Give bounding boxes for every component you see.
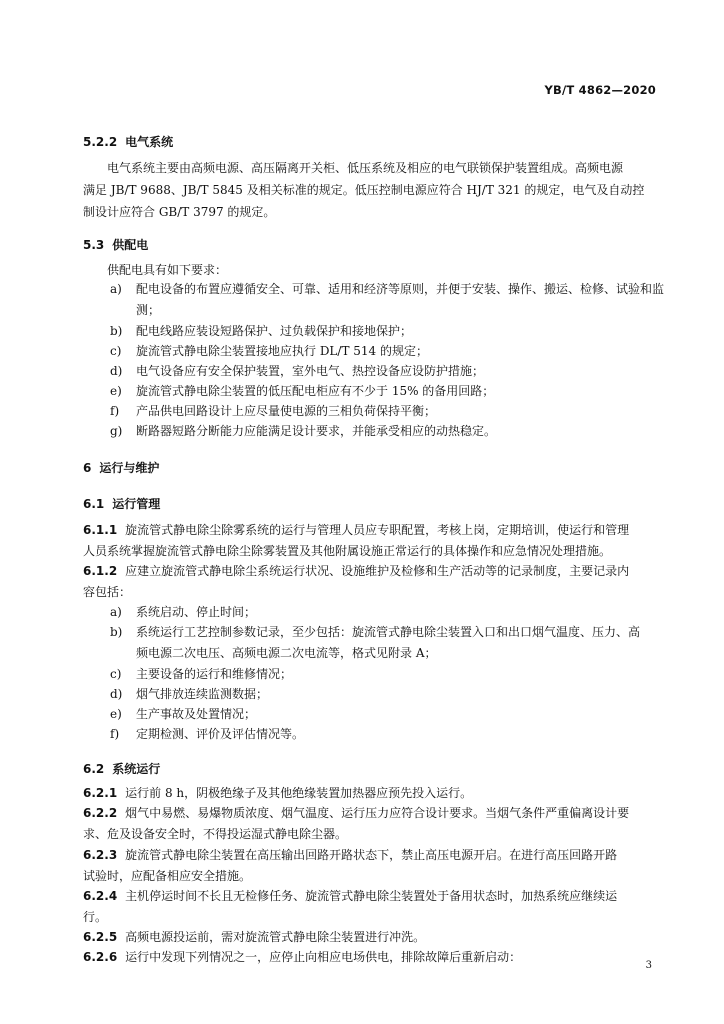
list-label: g): [110, 424, 123, 438]
list-label: c): [110, 667, 122, 681]
heading-6-2: [83, 760, 160, 777]
paragraph-6-2-5: [83, 927, 425, 947]
list-item-text: 配电线路应装设短路保护、过负载保护和接地保护；: [136, 324, 413, 338]
section-number: 5.2.2: [83, 135, 118, 149]
clause-number: 6.2.1: [83, 786, 118, 800]
paragraph-line: 求、危及设备安全时，不得投运湿式静电除尘器。: [83, 827, 348, 841]
list-item-text: 系统启动、停止时间；: [136, 605, 257, 619]
paragraph-line: 旋流管式静电除尘除雾系统的运行与管理人员应专职配置，考核上岗，定期培训，使运行和管理: [125, 523, 630, 537]
section-title: 运行管理: [112, 497, 161, 511]
paragraph-line: 电气系统主要由高频电源、高压隔离开关柜、低压系统及相应的电气联锁保护装置组成。高频电源: [107, 161, 624, 175]
paragraph-line: 容包括：: [83, 585, 132, 599]
paragraph-line: 主机停运时间不长且无检修任务、旋流管式静电除尘装置处于备用状态时，加热系统应继续运: [125, 889, 618, 903]
list-label: d): [110, 687, 123, 701]
section-number: 6: [83, 461, 92, 475]
clause-number: 6.1.1: [83, 523, 118, 537]
list-item-text: 电气设备应有安全保护装置，室外电气、热控设备应设防护措施；: [136, 364, 485, 378]
clause-number: 6.1.2: [83, 564, 118, 578]
list-item-text: 产品供电回路设计上应尽量使电源的三相负荷保持平衡；: [136, 404, 437, 418]
paragraph-6-2-3: [83, 845, 617, 865]
paragraph-line: 供配电具有如下要求：: [107, 263, 228, 277]
paragraph-line: 运行前 8 h，阴极绝缘子及其他绝缘装置加热器应预先投入运行。: [125, 786, 473, 800]
list-label: b): [110, 324, 123, 338]
list-label: f): [110, 727, 120, 741]
list-item-text: 定期检测、评价及评估情况等。: [136, 727, 305, 741]
clause-number: 6.2.4: [83, 889, 118, 903]
list-label: e): [110, 384, 122, 398]
clause-number: 6.2.2: [83, 806, 118, 820]
clause-number: 6.2.3: [83, 848, 118, 862]
paragraph-line: 高频电源投运前，需对旋流管式静电除尘装置进行冲洗。: [125, 930, 426, 944]
list-label: c): [110, 344, 122, 358]
paragraph-6-2-2: [83, 803, 629, 823]
list-item-text: 旋流管式静电除尘装置的低压配电柜应有不少于 15% 的备用回路；: [136, 384, 495, 398]
list-item-text: 生产事故及处置情况；: [136, 707, 257, 721]
standard-code: YB/T 4862—2020: [544, 83, 656, 97]
heading-5-2-2: [83, 133, 173, 150]
paragraph-line: 制设计应符合 GB/T 3797 的规定。: [83, 205, 276, 219]
clause-number: 6.2.5: [83, 930, 118, 944]
paragraph-6-1-1: [83, 520, 629, 540]
paragraph-line: 试验时，应配备相应安全措施。: [83, 869, 252, 883]
list-item-text: 测；: [136, 303, 161, 317]
list-label: a): [110, 282, 122, 296]
list-label: a): [110, 605, 122, 619]
paragraph-6-2-1: [83, 783, 472, 803]
section-number: 6.2: [83, 762, 105, 776]
paragraph-line: 满足 JB/T 9688、JB/T 5845 及相关标准的规定。低压控制电源应符合 HJ/T 321 的规定，电气及自动控: [83, 183, 645, 197]
list-item-text: 配电设备的布置应遵循安全、可靠、适用和经济等原则，并便于安装、操作、搬运、检修、试验和监: [136, 282, 665, 296]
paragraph-line: 运行中发现下列情况之一，应停止向相应电场供电，排除故障后重新启动：: [125, 950, 522, 964]
paragraph-line: 烟气中易燃、易爆物质浓度、烟气温度、运行压力应符合设计要求。当烟气条件严重偏离设计要: [125, 806, 630, 820]
paragraph-6-2-4: [83, 886, 617, 906]
list-item-text: 断路器短路分断能力应能满足设计要求，并能承受相应的动热稳定。: [136, 424, 497, 438]
section-number: 5.3: [83, 238, 105, 252]
clause-number: 6.2.6: [83, 950, 118, 964]
section-title: 运行与维护: [99, 461, 160, 475]
list-item-text: 主要设备的运行和维修情况；: [136, 667, 293, 681]
page-number: 3: [645, 960, 652, 971]
list-item-text: 系统运行工艺控制参数记录，至少包括：旋流管式静电除尘装置入口和出口烟气温度、压力、高: [136, 625, 641, 639]
list-label: e): [110, 707, 122, 721]
list-label: d): [110, 364, 123, 378]
list-label: f): [110, 404, 120, 418]
list-item-text: 旋流管式静电除尘装置接地应执行 DL/T 514 的规定；: [136, 344, 428, 358]
list-item-text: 频电源二次电压、高频电源二次电流等，格式见附录 A；: [136, 646, 437, 660]
paragraph-line: 应建立旋流管式静电除尘系统运行状况、设施维护及检修和生产活动等的记录制度，主要记录内: [125, 564, 630, 578]
section-title: 电气系统: [125, 135, 174, 149]
heading-5-3: [83, 236, 148, 253]
section-title: 系统运行: [112, 762, 161, 776]
heading-6-1: [83, 495, 160, 512]
paragraph-line: 行。: [83, 910, 108, 924]
list-label: b): [110, 625, 123, 639]
paragraph-6-1-2: [83, 561, 629, 581]
paragraph-6-2-6: [83, 947, 521, 967]
paragraph-line: 人员系统掌握旋流管式静电除尘除雾装置及其他附属设施正常运行的具体操作和应急情况处理措施。: [83, 544, 612, 558]
section-number: 6.1: [83, 497, 105, 511]
paragraph-line: 旋流管式静电除尘装置在高压输出回路开路状态下，禁止高压电源开启。在进行高压回路开路: [125, 848, 618, 862]
list-item-text: 烟气排放连续监测数据；: [136, 687, 269, 701]
section-title: 供配电: [112, 238, 149, 252]
heading-6: [83, 459, 159, 476]
